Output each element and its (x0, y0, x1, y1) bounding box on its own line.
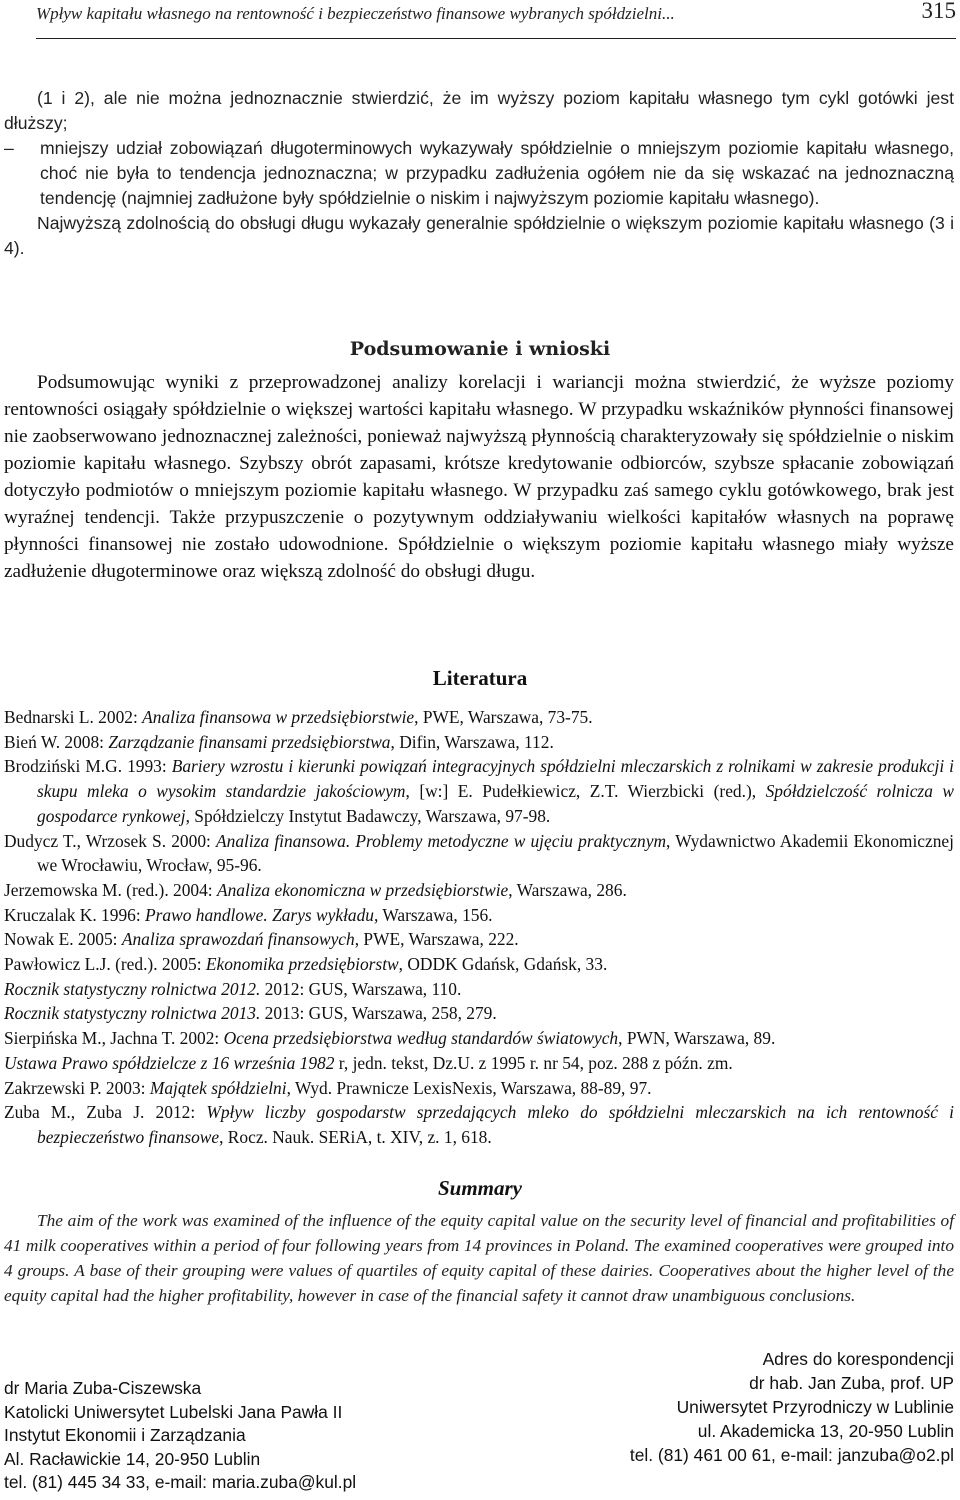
reference-item (4, 927, 954, 952)
summary-abstract: The aim of the work was examined of the influence of the equity capital value on the security level of financial and profitabilities of 41 milk cooperatives within a period of four following years from 14 provinces in Poland. The examined cooperatives were grouped into 4 groups. A base of their grouping were values of quartiles of equity capital of these dairies. Cooperatives about the higher level of the equity capital had the higher profitability, however in case of the financial safety it cannot draw unambiguous conclusions. (4, 1211, 954, 1305)
reference-text: , Rocz. Nauk. SERiA, t. XIV, z. 1, 618. (219, 1126, 492, 1147)
reference-text: , Wydawnictwo Akademii Ekonomicznej we Wrocławiu, Wrocław, 95-96. (37, 830, 954, 876)
running-title: Wpływ kapitału własnego na rentowność i bezpieczeństwo finansowe wybranych spółdzielni... (36, 4, 675, 23)
reference-title: Ocena przedsiębiorstwa według standardów światowych (223, 1028, 619, 1049)
continuation-text (4, 86, 954, 261)
continuation-paragraph-2: Najwyższą zdolnością do obsługi długu wykazały generalnie spółdzielnie o większym poziomie kapitału własnego (3 i 4). (4, 213, 954, 258)
reference-list (4, 705, 954, 1150)
reference-title: Spółdzielczość rolnicza w gospodarce rynkowej (37, 781, 954, 826)
reference-text: , ODDK Gdańsk, Gdańsk, 33. (398, 954, 608, 975)
reference-title: Prawo handlowe. Zarys wykładu (145, 904, 374, 925)
reference-text: , PWE, Warszawa, 222. (354, 929, 519, 950)
reference-text: , Warszawa, 286. (508, 879, 627, 900)
reference-item (4, 1001, 954, 1026)
reference-item (4, 754, 954, 828)
reference-item (4, 1051, 954, 1076)
author-line: Instytut Ekonomii i Zarządzania (4, 1425, 246, 1445)
conclusions-paragraph: Podsumowując wyniki z przeprowadzonej analizy korelacji i wariancji można stwierdzić, że wyższe poziomy rentowności osiągały spółdzielnie o większej wartości kapitału własnego. W przypadku wskaźników płynności finansowej nie zaobserwowano jednoznacznej zależności, ponieważ najwyższą płynnością charakteryzowały się spółdzielnie o niskim poziomie kapitału własnego. Szybszy obrót zapasami, krótsze kredytowanie odbiorców, szybsze spłacanie zobowiązań dotyczyło podmiotów o mniejszym poziomie kapitału własnego. W przypadku zaś samego cyklu gotówkowego, brak jest wyraźnej tendencji. Także przypuszczenie o pozytywnym oddziaływaniu wielkości kapitałów własnych na poprawę płynności finansowej nie zostało udowodnione. Spółdzielnie o większym poziomie kapitału własnego miały wyższe zadłużenie długoterminowe oraz większą zdolność do obsługi długu. (4, 372, 954, 582)
author-line: Al. Racławickie 14, 20-950 Lublin (4, 1448, 261, 1469)
reference-text: Bednarski L. 2002: (4, 707, 143, 727)
reference-item (4, 1100, 954, 1149)
literature-heading: Literatura (432, 666, 528, 690)
reference-title: Zarządzanie finansami przedsiębiorstwa (108, 731, 391, 752)
reference-text: r, jedn. tekst, Dz.U. z 1995 r. nr 54, poz. 288 z późn. zm. (334, 1052, 733, 1073)
reference-title: Rocznik statystyczny rolnictwa 2013. (4, 1003, 261, 1024)
reference-text: 2013: GUS, Warszawa, 258, 279. (260, 1003, 497, 1024)
reference-text: , Difin, Warszawa, 112. (390, 731, 554, 752)
address-line: Uniwersytet Przyrodniczy w Lublinie (676, 1397, 954, 1417)
reference-title: Wpływ liczby gospodarstw sprzedających mleko do spółdzielni mleczarskich na ich rentowność i bezpieczeństwo finansowe (37, 1102, 954, 1147)
reference-text: Sierpińska M., Jachna T. 2002: (4, 1028, 224, 1049)
reference-text: , PWE, Warszawa, 73-75. (414, 707, 593, 727)
reference-text: Zakrzewski P. 2003: (4, 1077, 150, 1098)
reference-title: Analiza sprawozdań finansowych (121, 929, 355, 950)
reference-item (4, 829, 954, 878)
author-email-line: tel. (81) 445 34 33, e-mail: maria.zuba@kul.pl (4, 1472, 357, 1492)
reference-text: Pawłowicz L.J. (red.). 2005: (4, 954, 206, 975)
author-affiliation (4, 1377, 356, 1495)
reference-title: Majątek spółdzielni (149, 1077, 287, 1098)
reference-text: Zuba M., Zuba J. 2012: (4, 1102, 207, 1123)
reference-title: Analiza finansowa. Problemy metodyczne w ujęciu praktycznym (216, 830, 667, 851)
reference-text: Jerzemowska M. (red.). 2004: (4, 879, 217, 900)
reference-title: Ekonomika przedsiębiorstw (205, 954, 399, 975)
continuation-paragraph: (1 i 2), ale nie można jednoznacznie stwierdzić, że im wyższy poziom kapitału własnego tym cykl gotówki jest dłuższy; (4, 88, 954, 133)
reference-item (4, 903, 954, 928)
page-number: 315 (921, 0, 956, 23)
address-line: ul. Akademicka 13, 20-950 Lublin (697, 1421, 954, 1441)
reference-item (4, 705, 954, 730)
reference-title: Ustawa Prawo spółdzielcze z 16 września 1982 (4, 1052, 335, 1073)
address-line: dr hab. Jan Zuba, prof. UP (749, 1373, 954, 1393)
reference-text: Kruczalak K. 1996: (4, 904, 146, 925)
correspondence-address (630, 1347, 954, 1467)
reference-title: Analiza ekonomiczna w przedsiębiorstwie (216, 879, 509, 900)
reference-text: Bień W. 2008: (4, 731, 109, 752)
reference-item (4, 878, 954, 903)
address-line: Adres do korespondencji (762, 1349, 954, 1369)
running-header (36, 0, 956, 39)
reference-text: Nowak E. 2005: (4, 929, 122, 950)
bullet-dash: – (4, 138, 14, 158)
reference-text: , PWN, Warszawa, 89. (618, 1028, 776, 1049)
conclusions-heading: Podsumowanie i wnioski (349, 338, 611, 360)
reference-item (4, 1026, 954, 1051)
reference-title: Bariery wzrostu i kierunki powiązań integracyjnych spółdzielni mleczarskich z rolnikami w zakresie produkcji i skupu mleka o wysokim standardzie jakościowym (37, 756, 954, 802)
author-name: dr Maria Zuba-Ciszewska (4, 1378, 202, 1398)
summary-heading: Summary (437, 1176, 523, 1200)
reference-text: , Warszawa, 156. (374, 904, 493, 925)
reference-text: Brodziński M.G. 1993: (4, 756, 172, 777)
author-line: Katolicki Uniwersytet Lubelski Jana Pawła II (4, 1401, 343, 1422)
reference-item (4, 977, 954, 1002)
address-email-line: tel. (81) 461 00 61, e-mail: janzuba@o2.pl (629, 1445, 954, 1465)
reference-item (4, 730, 954, 755)
reference-text: Dudycz T., Wrzosek S. 2000: (4, 830, 217, 851)
reference-title: Rocznik statystyczny rolnictwa 2012. (4, 978, 261, 999)
reference-item (4, 952, 954, 977)
reference-text: , Wyd. Prawnicze LexisNexis, Warszawa, 88-89, 97. (286, 1077, 652, 1098)
reference-text: 2012: GUS, Warszawa, 110. (260, 978, 462, 999)
reference-item (4, 1076, 954, 1101)
bullet-item (4, 136, 954, 211)
reference-text: , [w:] E. Pudełkiewicz, Z.T. Wierzbicki (red.), (405, 781, 766, 802)
reference-text: , Spółdzielczy Instytut Badawczy, Warszawa, 97-98. (185, 805, 551, 826)
reference-title: Analiza finansowa w przedsiębiorstwie (142, 707, 415, 727)
bullet-text: mniejszy udział zobowiązań długoterminowych wykazywały spółdzielnie o mniejszym poziomie kapitału własnego, choć nie była to tendencja jednoznaczna; w przypadku zadłużenia ogółem nie da się wskazać na jednoznaczną tendencję (najmniej zadłużone były spółdzielnie o niskim i najwyższym poziomie kapitału własnego). (40, 138, 954, 208)
